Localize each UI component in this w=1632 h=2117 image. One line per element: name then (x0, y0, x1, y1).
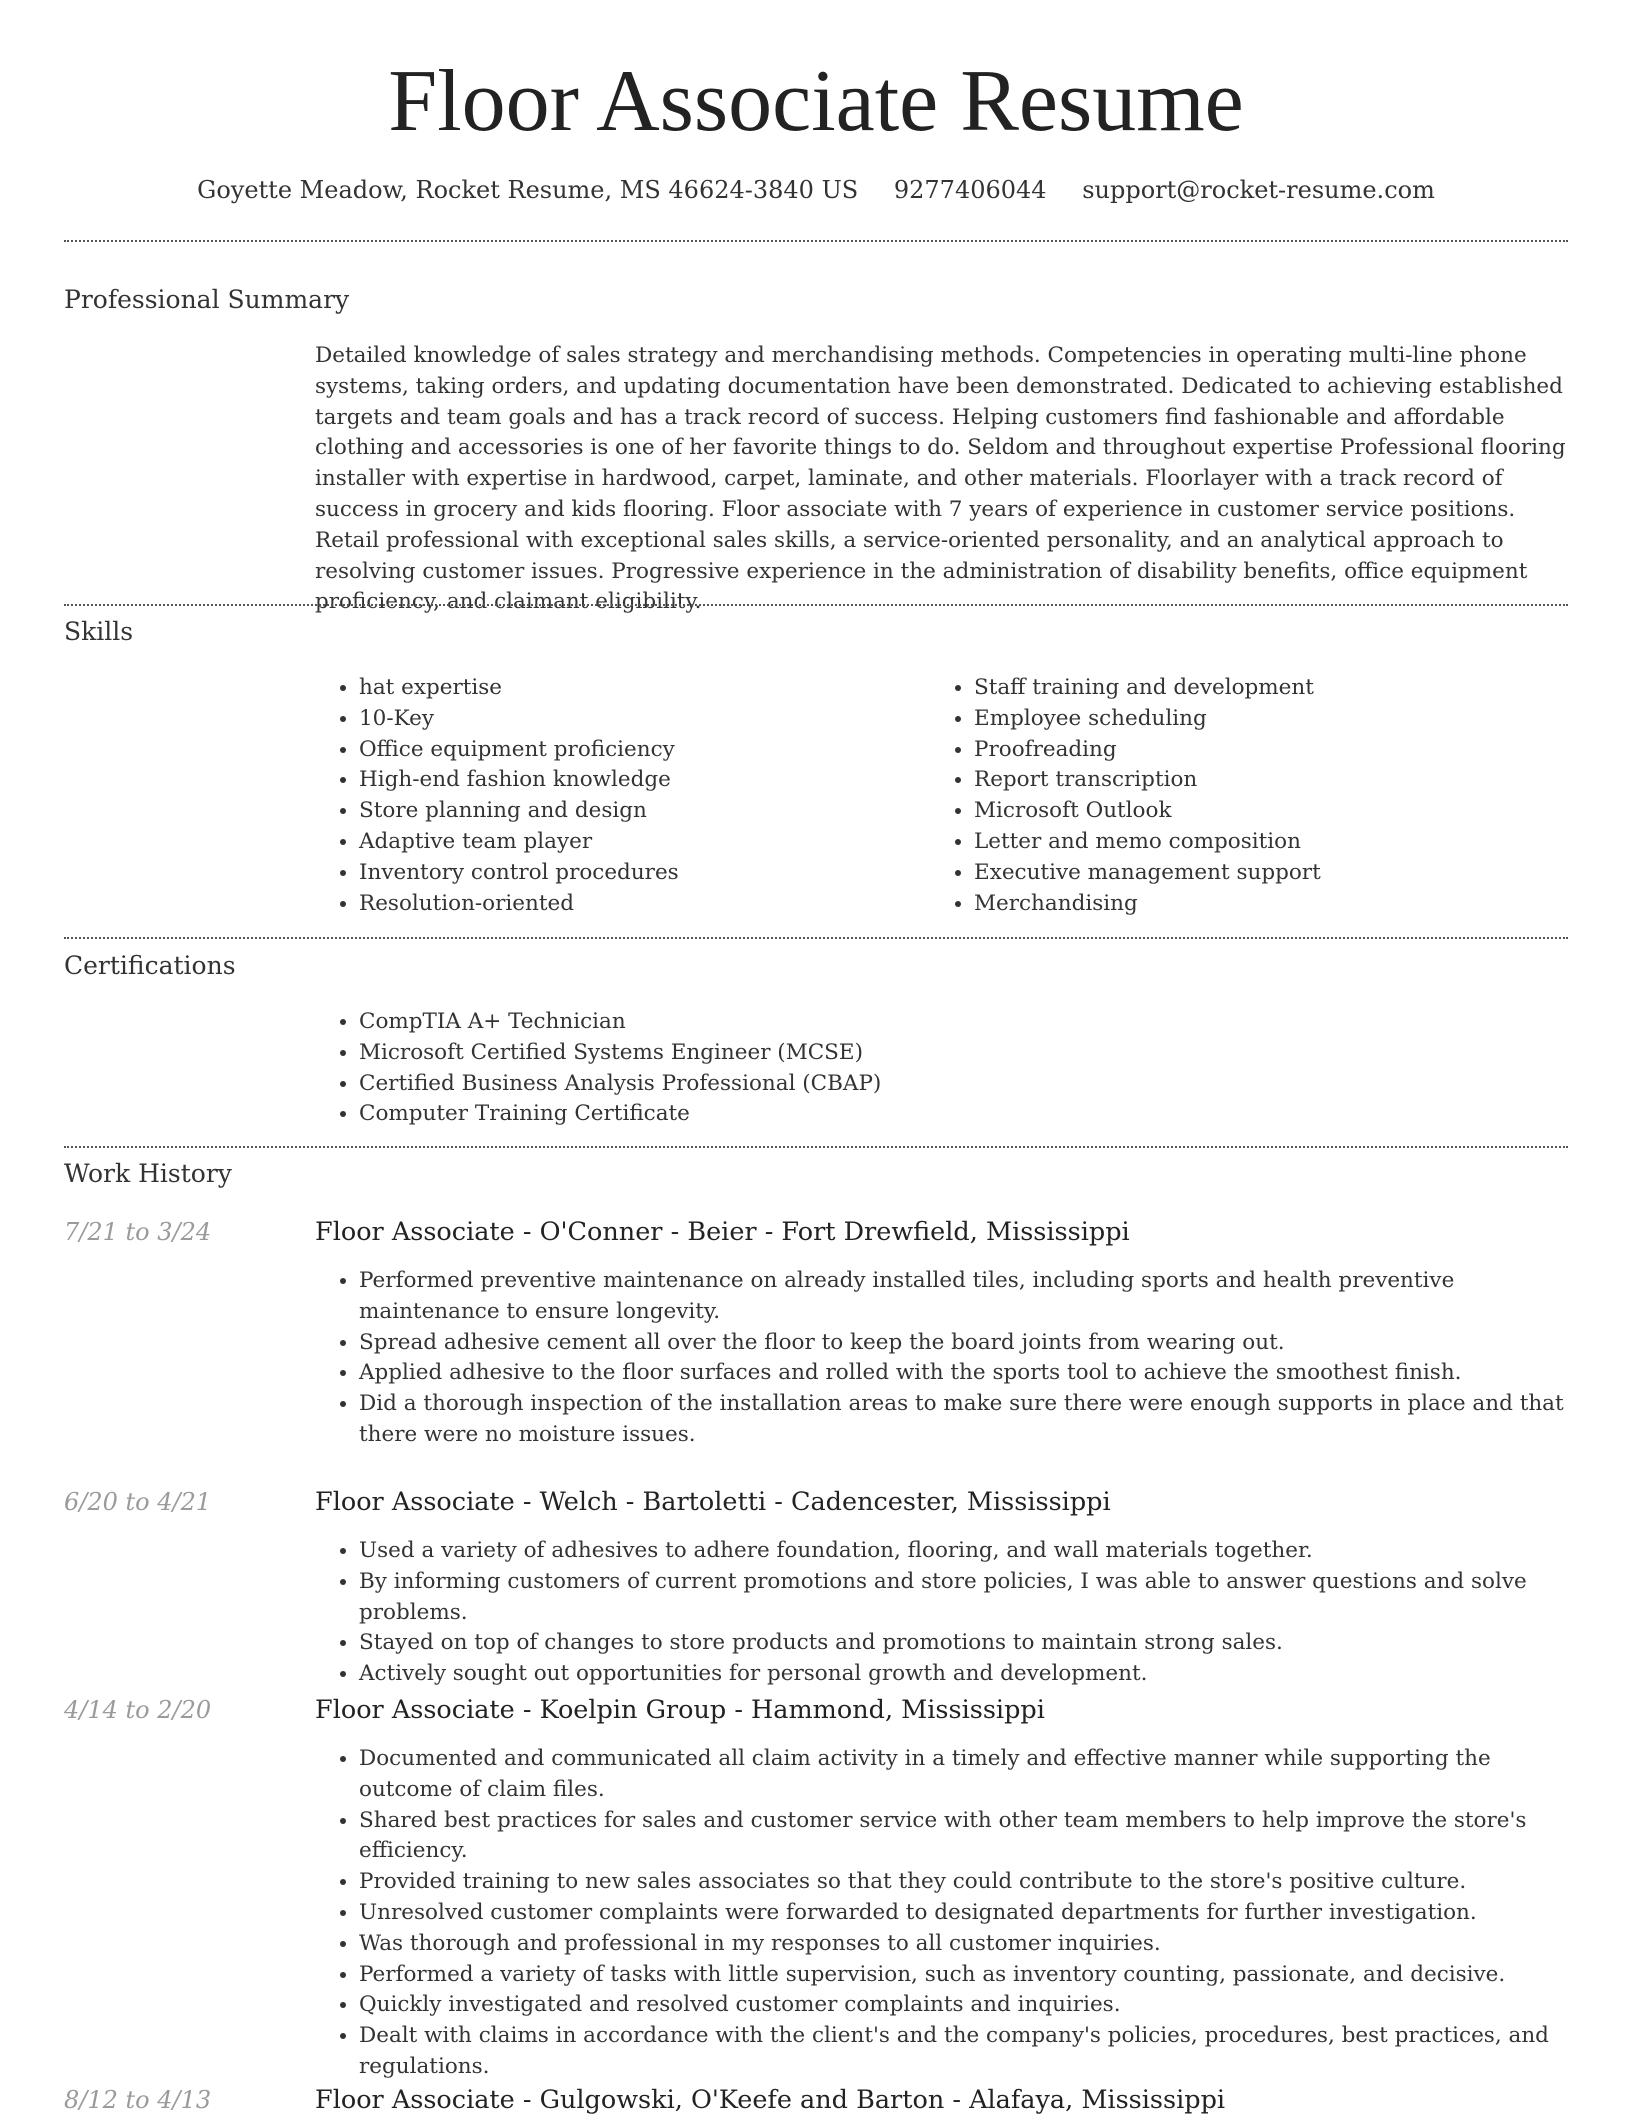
skill-item: • High-end fashion knowledge (359, 765, 915, 796)
skills-list-left (315, 673, 915, 919)
certification-item: • Computer Training Certificate (359, 1099, 1568, 1130)
skill-item: • Executive management support (974, 858, 1530, 889)
section-heading-summary: Professional Summary (64, 285, 350, 314)
job-title: Floor Associate - Gulgowski, O'Keefe and Barton - Alafaya, Mississippi (315, 2085, 1226, 2115)
job-bullet: • Documented and communicated all claim activity in a timely and effective manner while supporting the outcome of claim files. (359, 1744, 1568, 1806)
skill-item: • Letter and memo composition (974, 827, 1530, 858)
job-title: Floor Associate - Koelpin Group - Hammond, Mississippi (315, 1695, 1045, 1725)
skill-item: • Merchandising (974, 889, 1530, 920)
skill-item: • Proofreading (974, 735, 1530, 766)
divider (64, 240, 1568, 242)
skill-item: • Staff training and development (974, 673, 1530, 704)
skill-item: • Microsoft Outlook (974, 796, 1530, 827)
job-bullet: • Performed a variety of tasks with little supervision, such as inventory counting, passionate, and decisive. (359, 1960, 1568, 1991)
skill-item: • Inventory control procedures (359, 858, 915, 889)
contact-address: Goyette Meadow, Rocket Resume, MS 46624-3840 US (197, 176, 859, 204)
summary-text: Detailed knowledge of sales strategy and merchandising methods. Competencies in operating multi-line phone systems, taking orders, and updating documentation have been demonstrated. Dedicated to achieving established targets and team goals and has a track record of success. Helping customers find fashionable and affordable clothing and accessories is one of her favorite things to do. Seldom and throughout expertise Professional flooring installer with expertise in hardwood, carpet, laminate, and other materials. Floorlayer with a track record of success in grocery and kids flooring. Floor associate with 7 years of experience in customer service positions. Retail professional with exceptional sales skills, a service-oriented personality, and an analytical approach to resolving customer issues. Progressive experience in the administration of disability benefits, office equipment proficiency, and claimant eligibility. (315, 343, 1566, 615)
skill-item: • Report transcription (974, 765, 1530, 796)
job-bullets (315, 1536, 1568, 1690)
section-heading-skills: Skills (64, 617, 134, 646)
certifications-list (315, 1007, 1568, 1130)
certification-item: • CompTIA A+ Technician (359, 1007, 1568, 1038)
job-bullet: • Dealt with claims in accordance with the client's and the company's policies, procedures, best practices, and regulations. (359, 2021, 1568, 2083)
job-bullet: • Applied adhesive to the floor surfaces and rolled with the sports tool to achieve the smoothest finish. (359, 1358, 1568, 1389)
job-bullet: • Was thorough and professional in my responses to all customer inquiries. (359, 1929, 1568, 1960)
skill-item: • Office equipment proficiency (359, 735, 915, 766)
job-bullet: • Actively sought out opportunities for personal growth and development. (359, 1659, 1568, 1690)
job-bullet: • By informing customers of current promotions and store policies, I was able to answer questions and solve problems. (359, 1567, 1568, 1629)
contact-phone: 9277406044 (893, 176, 1047, 204)
job-bullets (315, 1744, 1568, 2083)
job-title: Floor Associate - Welch - Bartoletti - Cadencester, Mississippi (315, 1487, 1111, 1517)
skill-item: • Employee scheduling (974, 704, 1530, 735)
job-dates: 7/21 to 3/24 (64, 1218, 212, 1246)
job-bullet: • Did a thorough inspection of the installation areas to make sure there were enough supports in place and that there were no moisture issues. (359, 1389, 1568, 1451)
job-bullet: • Quickly investigated and resolved customer complaints and inquiries. (359, 1990, 1568, 2021)
skill-item: • Adaptive team player (359, 827, 915, 858)
resume-title: Floor Associate Resume (388, 53, 1244, 150)
job-bullet: • Shared best practices for sales and customer service with other team members to help improve the store's efficiency. (359, 1806, 1568, 1868)
divider (64, 937, 1568, 939)
section-heading-work-history: Work History (64, 1159, 232, 1188)
job-dates: 6/20 to 4/21 (64, 1488, 212, 1516)
certification-item: • Certified Business Analysis Professional (CBAP) (359, 1069, 1568, 1100)
job-bullet: • Unresolved customer complaints were forwarded to designated departments for further investigation. (359, 1898, 1568, 1929)
job-bullet: • Provided training to new sales associates so that they could contribute to the store's positive culture. (359, 1867, 1568, 1898)
certification-item: • Microsoft Certified Systems Engineer (MCSE) (359, 1038, 1568, 1069)
divider (64, 604, 1568, 606)
contact-email[interactable]: support@rocket-resume.com (1082, 176, 1435, 204)
job-dates: 8/12 to 4/13 (64, 2086, 212, 2114)
job-bullet: • Performed preventive maintenance on already installed tiles, including sports and health preventive maintenance to ensure longevity. (359, 1266, 1568, 1328)
divider (64, 1146, 1568, 1148)
skill-item: • Store planning and design (359, 796, 915, 827)
section-heading-certifications: Certifications (64, 951, 236, 980)
job-bullet: • Used a variety of adhesives to adhere foundation, flooring, and wall materials together. (359, 1536, 1568, 1567)
skill-item: • 10-Key (359, 704, 915, 735)
job-bullet: • Stayed on top of changes to store products and promotions to maintain strong sales. (359, 1628, 1568, 1659)
job-dates: 4/14 to 2/20 (64, 1696, 212, 1724)
job-bullets (315, 1266, 1568, 1451)
skill-item: • hat expertise (359, 673, 915, 704)
skills-list-right (930, 673, 1530, 919)
contact-line (64, 170, 1568, 210)
job-title: Floor Associate - O'Conner - Beier - Fort Drewfield, Mississippi (315, 1217, 1130, 1247)
job-bullet: • Spread adhesive cement all over the floor to keep the board joints from wearing out. (359, 1328, 1568, 1359)
skill-item: • Resolution-oriented (359, 889, 915, 920)
